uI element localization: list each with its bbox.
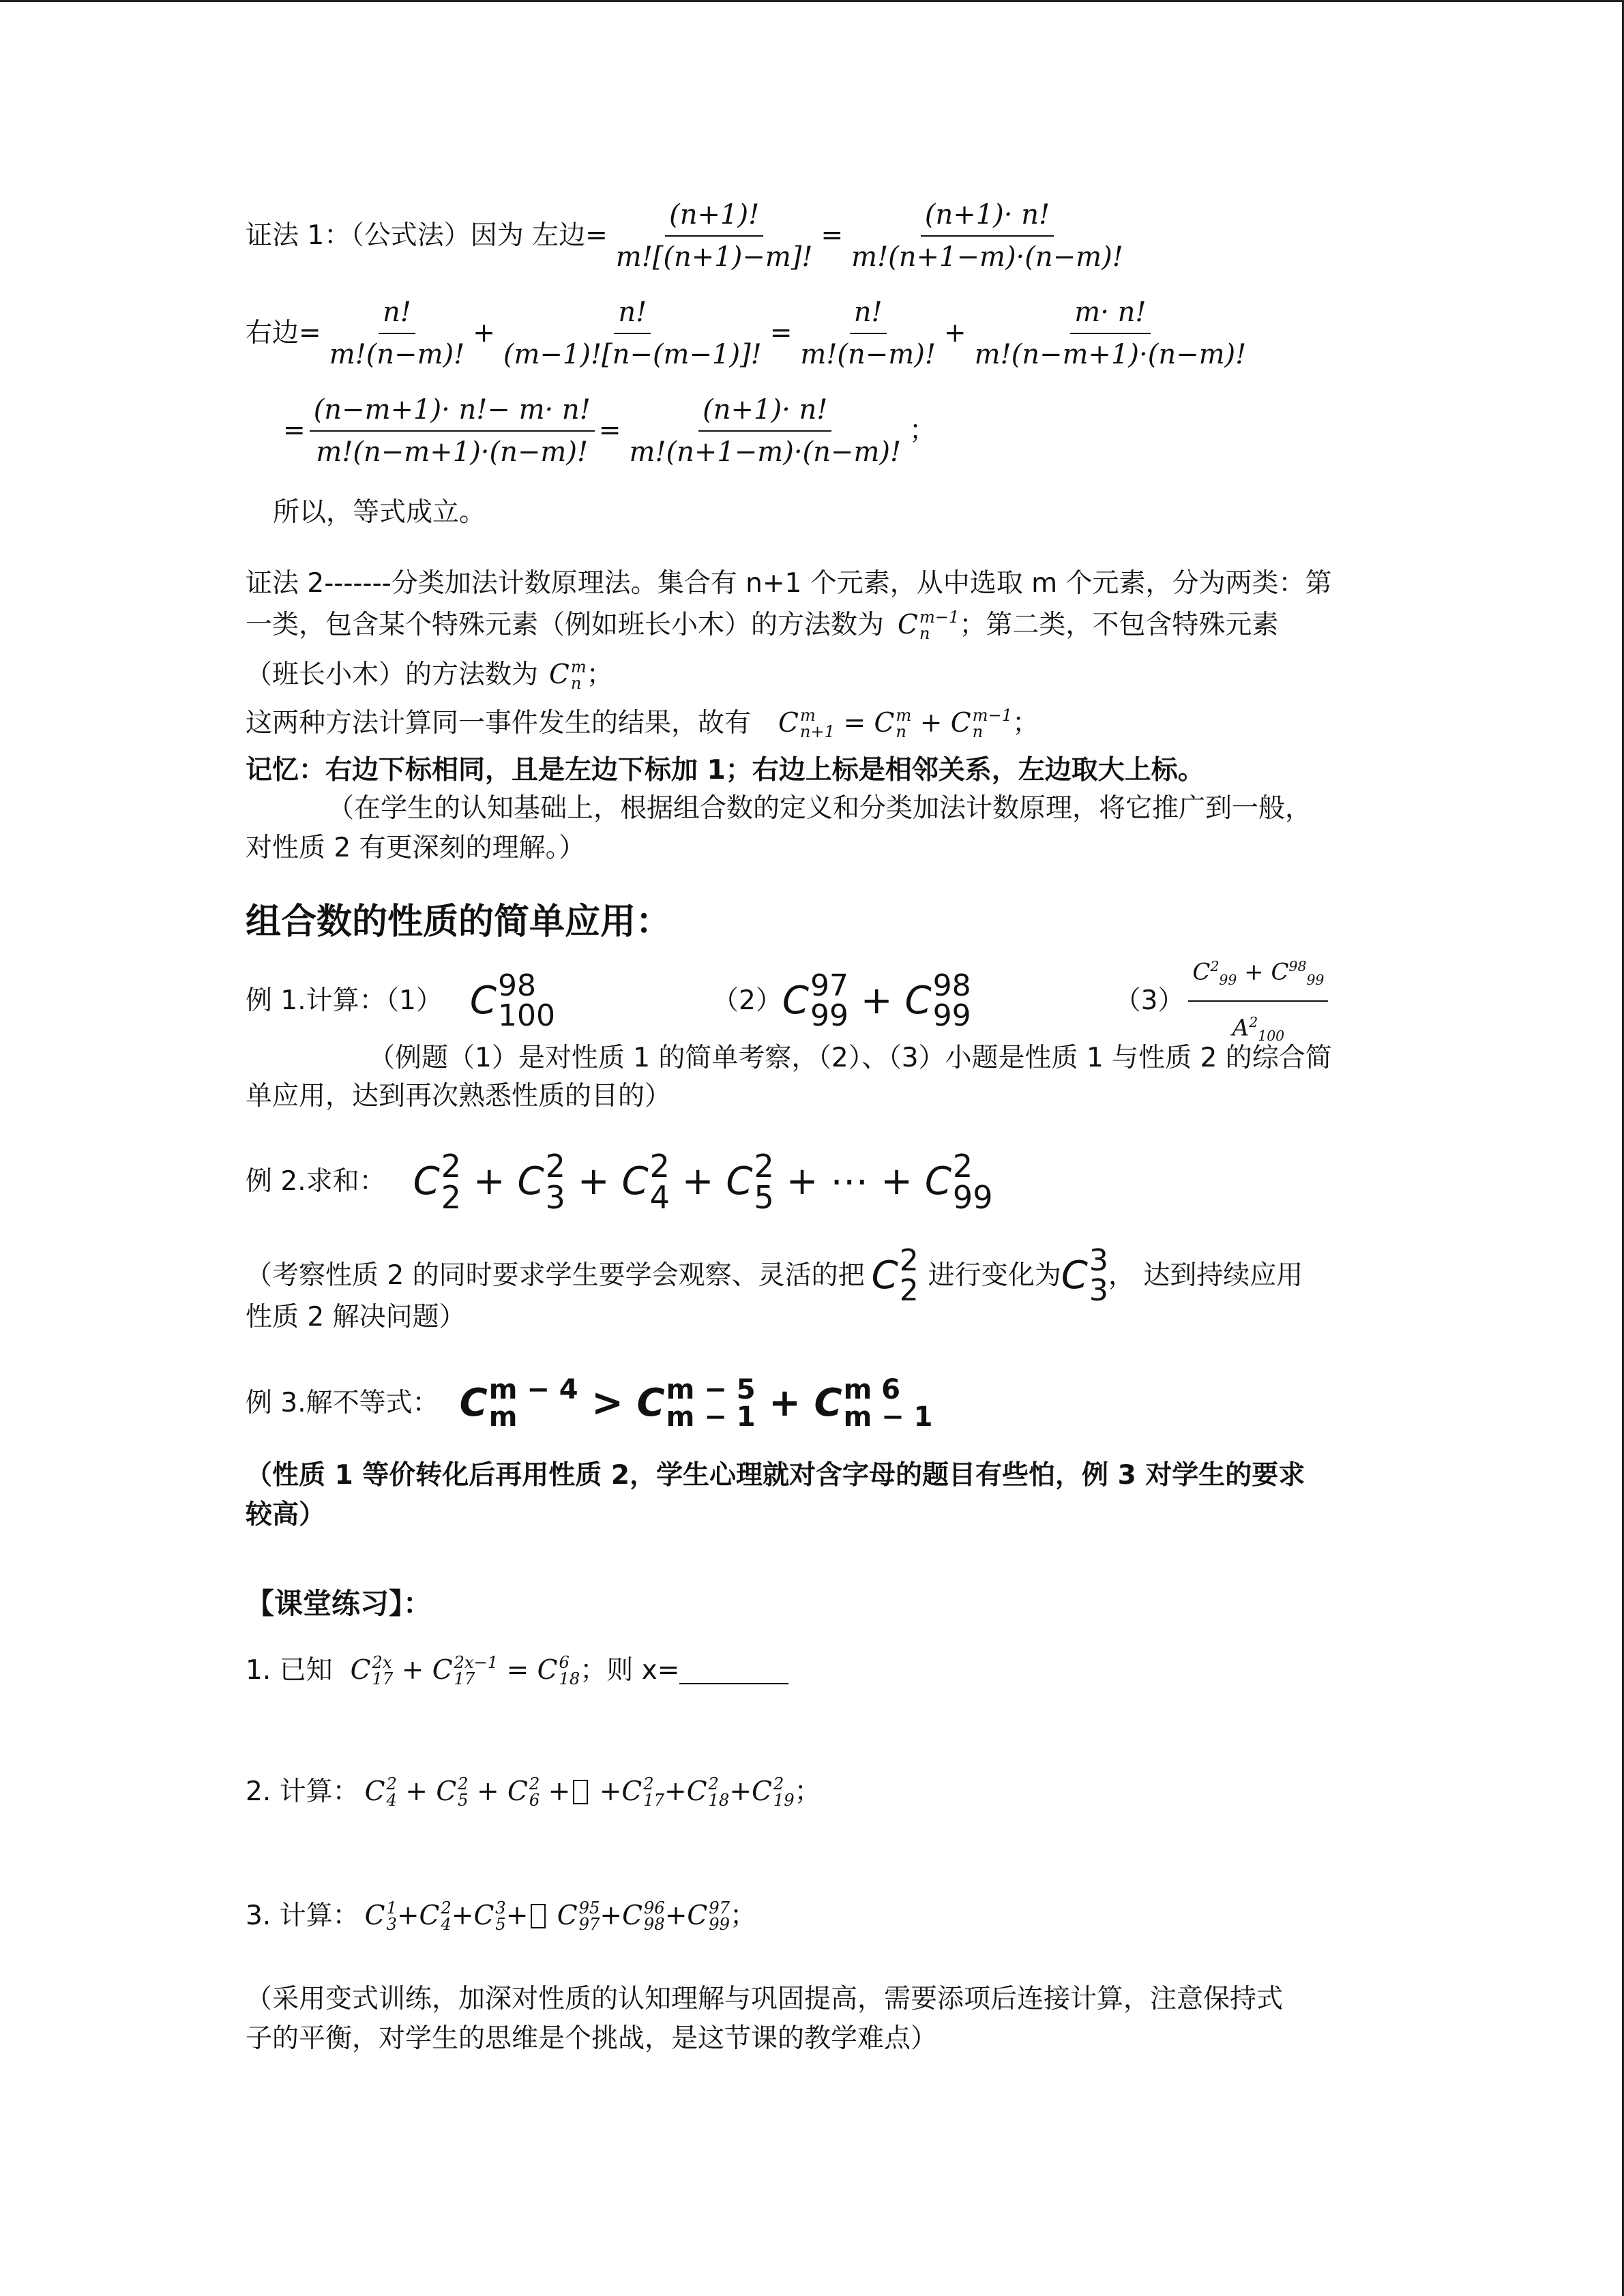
example3-line: 例 3.解不等式： C m − 4 m > C m − 5 m − 1 + C m 6 m − 1 [246, 1374, 933, 1433]
fraction: $\frac{(n+1)!}{m![(n+1)-m]!}$ [612, 194, 817, 278]
placeholder-box [531, 1904, 546, 1928]
fraction: $\frac{n!}{m!(n-m)!}$ [325, 292, 469, 375]
memory-tip: 记忆：右边下标相同，且是左边下标加 1；右边上标是相邻关系，左边取大上标。 [246, 755, 1205, 786]
example2-note-line1: （考察性质 2 的同时要求学生要学会观察、灵活的把 C 2 2 进行变化为 C 3 3 ， 达到持续应用 [246, 1243, 1303, 1308]
fraction: $\frac{(n-m+1)\cdot n!- m\cdot n!}{m!(n-m+1)\cdot(n-m)!}$ [310, 389, 595, 473]
placeholder-box [573, 1780, 588, 1804]
fraction: $\frac{n!}{m!(n-m)!}$ [796, 292, 940, 375]
proof1-right-line: 右边= $\frac{n!}{m!(n-m)!}$ + $\frac{n!}{(m-1)![n-(m-1)]!}$ = $\frac{n!}{m!(n-m)!}$ + $\frac{m\cdot n!}{m!(n-m+1)\cdot(n-m)!}$ [246, 292, 1376, 375]
fraction: $\frac{n!}{(m-1)![n-(m-1)]!}$ [499, 292, 766, 375]
proof2-line2: 一类，包含某个特殊元素（例如班长小木）的方法数为 C m−1 n ；第二类，不包含特殊元素 [246, 607, 1279, 643]
practice-q1: 1. 已知 C 2x 17 + C 2x−1 17 = C 6 18 ；则 x= [246, 1650, 1376, 1692]
practice-title: 【课堂练习】： [246, 1587, 432, 1620]
example3-note-line1: （性质 1 等价转化后再用性质 2，学生心理就对含字母的题目有些怕，例 3 对学生的要求 [246, 1460, 1305, 1491]
proof2-note-line1: （在学生的认知基础上，根据组合数的定义和分类加法计数原理，将它推广到一般， [327, 793, 1312, 824]
example1-note-line1: （例题（1）是对性质 1 的简单考察，（2）、（3）小题是性质 1 与性质 2 的综合简 [368, 1043, 1332, 1073]
fraction: $\frac{C^2_{99} + C^{98}_{99}}{A^2_{100}}$ [1188, 946, 1328, 1056]
proof2-line3: （班长小木）的方法数为 C m n ； [246, 657, 613, 693]
fraction: $\frac{m\cdot n!}{m!(n-m+1)\cdot(n-m)!}$ [971, 292, 1251, 375]
answer-blank[interactable] [679, 1657, 788, 1684]
fraction: $\frac{(n+1)\cdot n!}{m!(n+1-m)\cdot(n-m)!}$ [847, 194, 1127, 278]
proof2-note-line2: 对性质 2 有更深刻的理解。） [246, 833, 586, 863]
proof1-conclusion: 所以，等式成立。 [273, 497, 486, 528]
proof1-left-line: 证法 1：（公式法）因为 左边= $\frac{(n+1)!}{m![(n+1)-m]!}$ = $\frac{(n+1)\cdot n!}{m!(n+1-m)\cdot(n-m)!}$ [246, 194, 1376, 278]
practice-note-line1: （采用变式训练，加深对性质的认知理解与巩固提高，需要添项后连接计算，注意保持式 [246, 1984, 1284, 2014]
proof1-continuation: = $\frac{(n-m+1)\cdot n!- m\cdot n!}{m!(n-m+1)\cdot(n-m)!}$ = $\frac{(n+1)\cdot n!}{m!(n+1-m)\cdot(n-m)!}$ ； [283, 389, 1376, 473]
example3-note-line2: 较高） [246, 1500, 326, 1530]
example2-line: 例 2.求和： C 2 2 + C 2 3 + C 2 4 + C 2 5 + ⋯ + C 2 99 [246, 1148, 993, 1216]
fraction: $\frac{(n+1)\cdot n!}{m!(n+1-m)\cdot(n-m)!}$ [625, 389, 905, 473]
example1-note-line2: 单应用，达到再次熟悉性质的目的） [246, 1081, 672, 1112]
practice-q2: 2. 计算： C 2 4 + C 2 5 + C 2 6 + +C 2 17 +C 2 18 +C 2 19 ； [246, 1774, 821, 1810]
proof1-right-label: 右边= [246, 318, 321, 348]
proof2-line1: 证法 2-------分类加法计数原理法。集合有 n+1 个元素，从中选取 m 个元素，分为两类：第 [246, 568, 1332, 599]
proof1-label: 证法 1：（公式法）因为 左边= [246, 220, 608, 251]
example2-note-line2: 性质 2 解决问题） [246, 1302, 466, 1332]
proof2-line4: 这两种方法计算同一事件发生的结果，故有 C m n+1 = C m n + C m−1 n ； [246, 705, 1039, 741]
practice-q3: 3. 计算： C 1 3 +C 2 4 +C 3 5 + C 95 97 +C 96 98 +C 97 99 ； [246, 1898, 756, 1934]
section-title: 组合数的性质的简单应用： [246, 901, 672, 942]
practice-note-line2: 子的平衡，对学生的思维是个挑战，是这节课的教学难点） [246, 2023, 938, 2054]
example1-line: 例 1.计算：（1） C 98 100 （2） C 97 99 + C 98 99 （3） $\frac{C^2_{99} + C^{98}_{99}}{A^2_{100}}$ [246, 964, 1376, 1039]
